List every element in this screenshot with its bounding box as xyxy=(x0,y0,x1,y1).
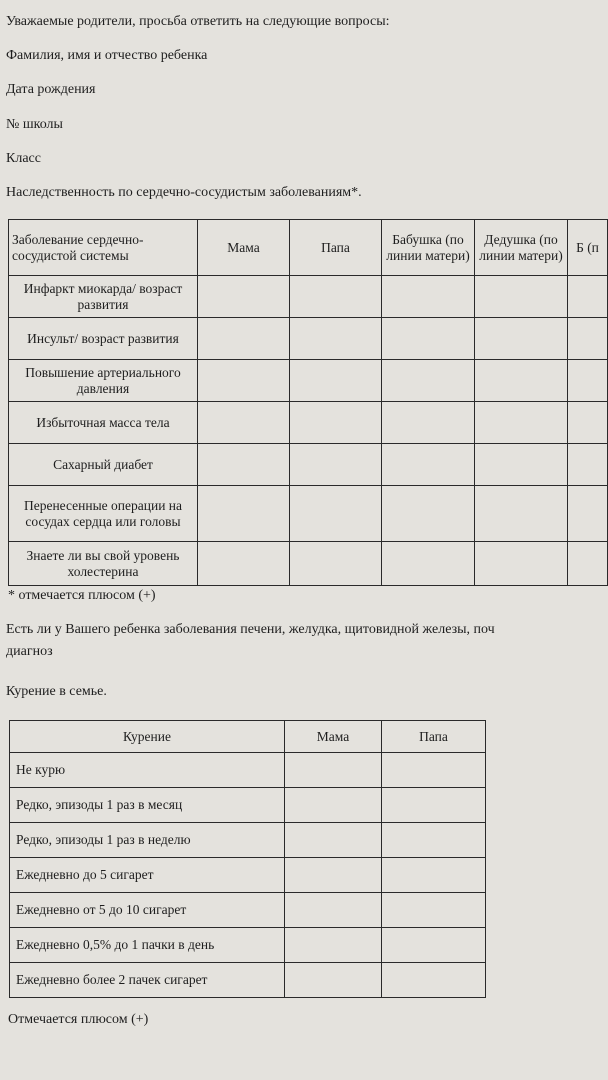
heredity-answer-cell[interactable] xyxy=(382,542,475,586)
heredity-answer-cell[interactable] xyxy=(290,542,382,586)
heredity-row-label: Инфаркт миокарда/ возраст развития xyxy=(9,276,198,318)
smoking-answer-cell[interactable] xyxy=(285,928,382,963)
heredity-answer-cell[interactable] xyxy=(290,276,382,318)
heredity-answer-cell[interactable] xyxy=(475,402,568,444)
smoking-col-mother: Мама xyxy=(285,721,382,753)
heredity-answer-cell[interactable] xyxy=(475,486,568,542)
heredity-answer-cell[interactable] xyxy=(198,444,290,486)
smoking-answer-cell[interactable] xyxy=(382,823,486,858)
heredity-title: Наследственность по сердечно-сосудистым заболеваниям*. xyxy=(6,185,362,200)
heredity-answer-cell[interactable] xyxy=(475,444,568,486)
heredity-answer-cell[interactable] xyxy=(568,318,608,360)
heredity-row-label: Повышение артериального давления xyxy=(9,360,198,402)
heredity-answer-cell[interactable] xyxy=(290,486,382,542)
heredity-answer-cell[interactable] xyxy=(475,360,568,402)
smoking-row-label: Не курю xyxy=(10,753,285,788)
smoking-answer-cell[interactable] xyxy=(285,788,382,823)
heredity-row-label: Избыточная масса тела xyxy=(9,402,198,444)
heredity-answer-cell[interactable] xyxy=(568,360,608,402)
heredity-answer-cell[interactable] xyxy=(198,486,290,542)
smoking-row xyxy=(10,753,486,788)
heredity-answer-cell[interactable] xyxy=(382,444,475,486)
heredity-row-label: Сахарный диабет xyxy=(9,444,198,486)
heredity-answer-cell[interactable] xyxy=(475,542,568,586)
smoking-header-row xyxy=(10,721,486,753)
heredity-row xyxy=(9,318,608,360)
heredity-col-grandfather: Дедушка (по линии матери) xyxy=(475,220,568,276)
smoking-answer-cell[interactable] xyxy=(382,858,486,893)
smoking-row xyxy=(10,928,486,963)
smoking-answer-cell[interactable] xyxy=(382,963,486,998)
smoking-title: Курение в семье. xyxy=(6,684,107,699)
smoking-row-label: Ежедневно от 5 до 10 сигарет xyxy=(10,893,285,928)
heredity-col-father: Папа xyxy=(290,220,382,276)
heredity-answer-cell[interactable] xyxy=(198,542,290,586)
smoking-col-smoking: Курение xyxy=(10,721,285,753)
smoking-answer-cell[interactable] xyxy=(382,753,486,788)
heredity-answer-cell[interactable] xyxy=(198,402,290,444)
heredity-row-label: Инсульт/ возраст развития xyxy=(9,318,198,360)
heredity-col-mother: Мама xyxy=(198,220,290,276)
heredity-answer-cell[interactable] xyxy=(568,486,608,542)
heredity-row xyxy=(9,402,608,444)
question-line-2: диагноз xyxy=(6,644,53,659)
heredity-answer-cell[interactable] xyxy=(568,542,608,586)
birth-date-field: Дата рождения xyxy=(6,82,96,97)
heredity-table xyxy=(8,219,608,586)
heredity-row xyxy=(9,542,608,586)
heredity-row xyxy=(9,486,608,542)
heredity-answer-cell[interactable] xyxy=(290,360,382,402)
smoking-answer-cell[interactable] xyxy=(382,928,486,963)
smoking-answer-cell[interactable] xyxy=(285,858,382,893)
smoking-row-label: Редко, эпизоды 1 раз в неделю xyxy=(10,823,285,858)
class-field: Класс xyxy=(6,151,41,166)
smoking-row-label: Ежедневно 0,5% до 1 пачки в день xyxy=(10,928,285,963)
heredity-answer-cell[interactable] xyxy=(382,486,475,542)
smoking-answer-cell[interactable] xyxy=(285,963,382,998)
smoking-col-father: Папа xyxy=(382,721,486,753)
smoking-note: Отмечается плюсом (+) xyxy=(8,1012,149,1027)
smoking-answer-cell[interactable] xyxy=(285,823,382,858)
heredity-row-label: Знаете ли вы свой уровень холестерина xyxy=(9,542,198,586)
heredity-row xyxy=(9,444,608,486)
smoking-row xyxy=(10,788,486,823)
heredity-answer-cell[interactable] xyxy=(198,276,290,318)
heredity-row xyxy=(9,276,608,318)
heredity-col-grandmother: Бабушка (по линии матери) xyxy=(382,220,475,276)
heredity-answer-cell[interactable] xyxy=(198,318,290,360)
smoking-row-label: Ежедневно до 5 сигарет xyxy=(10,858,285,893)
smoking-answer-cell[interactable] xyxy=(382,893,486,928)
smoking-row xyxy=(10,858,486,893)
heredity-row xyxy=(9,360,608,402)
smoking-table xyxy=(9,720,486,998)
heredity-answer-cell[interactable] xyxy=(290,318,382,360)
header-text: Уважаемые родители, просьба ответить на следующие вопросы: xyxy=(6,14,390,29)
heredity-answer-cell[interactable] xyxy=(382,360,475,402)
heredity-answer-cell[interactable] xyxy=(475,276,568,318)
heredity-answer-cell[interactable] xyxy=(475,318,568,360)
smoking-answer-cell[interactable] xyxy=(285,893,382,928)
heredity-answer-cell[interactable] xyxy=(568,402,608,444)
heredity-col-disease: Заболевание сердечно-сосудистой системы xyxy=(9,220,198,276)
heredity-answer-cell[interactable] xyxy=(198,360,290,402)
heredity-note: * отмечается плюсом (+) xyxy=(8,588,156,603)
heredity-header-row xyxy=(9,220,608,276)
school-field: № школы xyxy=(6,117,63,132)
question-line-1: Есть ли у Вашего ребенка заболевания печени, желудка, щитовидной железы, поч xyxy=(6,622,495,637)
smoking-row xyxy=(10,823,486,858)
smoking-row-label: Редко, эпизоды 1 раз в месяц xyxy=(10,788,285,823)
smoking-row xyxy=(10,963,486,998)
heredity-col-cut: Б (п xyxy=(568,220,608,276)
heredity-answer-cell[interactable] xyxy=(568,444,608,486)
smoking-answer-cell[interactable] xyxy=(382,788,486,823)
heredity-answer-cell[interactable] xyxy=(382,276,475,318)
heredity-answer-cell[interactable] xyxy=(290,402,382,444)
smoking-row-label: Ежедневно более 2 пачек сигарет xyxy=(10,963,285,998)
smoking-answer-cell[interactable] xyxy=(285,753,382,788)
heredity-answer-cell[interactable] xyxy=(382,318,475,360)
heredity-answer-cell[interactable] xyxy=(382,402,475,444)
child-name-field: Фамилия, имя и отчество ребенка xyxy=(6,48,208,63)
heredity-answer-cell[interactable] xyxy=(290,444,382,486)
heredity-row-label: Перенесенные операции на сосудах сердца или головы xyxy=(9,486,198,542)
smoking-row xyxy=(10,893,486,928)
heredity-answer-cell[interactable] xyxy=(568,276,608,318)
